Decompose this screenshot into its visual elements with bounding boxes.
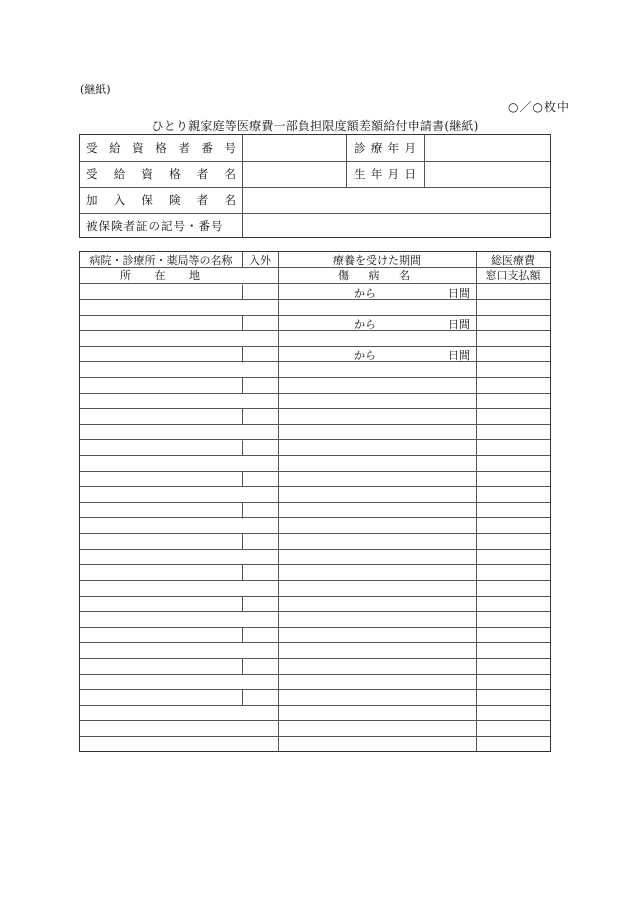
insured-card-label: 被保険者証の記号・番号 (86, 219, 224, 233)
from-label: から (354, 349, 376, 362)
days-label: 日間 (448, 318, 470, 331)
from-label: から (354, 287, 376, 300)
header-window-paid: 窓口支払額 (485, 268, 541, 282)
treatment-detail-table (79, 251, 551, 752)
page-counter: ○／○枚中 (508, 100, 570, 114)
recipient-name-field[interactable] (244, 162, 344, 186)
applicant-info-table (79, 134, 551, 238)
header-inpatient-outpatient: 入外 (249, 253, 271, 267)
grid-lines (80, 252, 550, 751)
from-label: から (354, 318, 376, 331)
insurer-name-label: 加 入 保 険 者 名 (86, 193, 236, 207)
treatment-month-field[interactable] (426, 136, 550, 160)
header-total-cost: 総医療費 (491, 253, 535, 267)
days-label: 日間 (448, 287, 470, 300)
birth-date-label: 生 年 月 日 (354, 167, 416, 181)
days-label: 日間 (448, 349, 470, 362)
insurer-name-field[interactable] (244, 188, 550, 212)
recipient-name-label: 受 給 資 格 者 名 (86, 167, 236, 181)
treatment-month-label: 診 療 年 月 (354, 141, 416, 155)
form-title: ひとり親家庭等医療費一部負担限度額差額給付申請書(継紙) (151, 119, 479, 133)
column-divider (242, 135, 243, 237)
continuation-label: (継紙) (80, 83, 111, 96)
header-treatment-period: 療養を受けた期間 (333, 253, 421, 267)
header-address: 所 在 地 (120, 268, 200, 282)
header-disease: 傷 病 名 (338, 268, 410, 282)
recipient-number-label: 受 給 資 格 者 番 号 (86, 141, 236, 155)
column-divider (424, 135, 425, 187)
recipient-number-field[interactable] (244, 136, 344, 160)
header-facility: 病院・診療所・薬局等の名称 (89, 253, 233, 267)
column-divider (346, 135, 347, 187)
insured-card-field[interactable] (244, 214, 550, 238)
birth-date-field[interactable] (426, 162, 550, 186)
